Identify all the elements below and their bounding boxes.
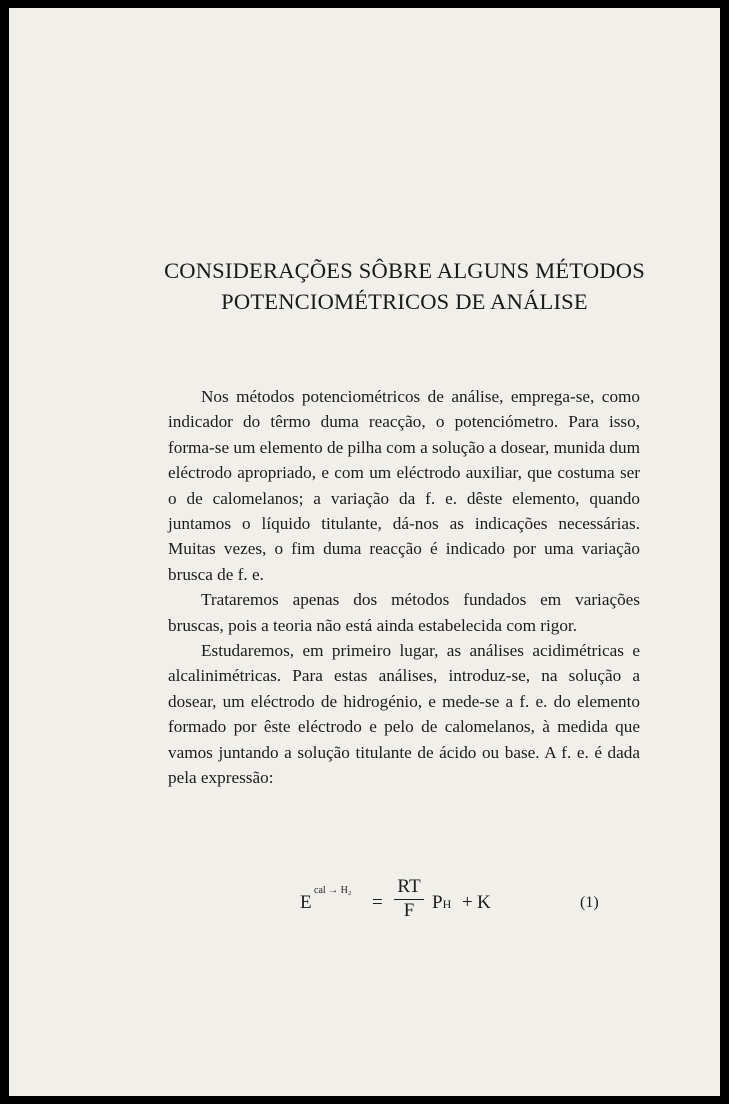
fraction-denominator: F — [403, 900, 415, 921]
equation-ph — [432, 892, 451, 914]
title-line-2: POTENCIOMÉTRICOS DE ANÁLISE — [221, 289, 588, 314]
equation-constant: K — [477, 892, 491, 913]
equation-equals: = — [372, 892, 383, 913]
equation-number: (1) — [580, 894, 599, 911]
paragraph-2: Trataremos apenas dos métodos fundados em variações bruscas, pois a teoria não está ainda estabelecida com rigor. — [168, 590, 640, 635]
title-line-1: CONSIDERAÇÕES SÔBRE ALGUNS MÉTODOS — [164, 258, 645, 283]
equation-fraction — [394, 876, 424, 922]
chapter-title — [0, 255, 729, 317]
body-text — [168, 384, 640, 791]
ph-letter: P — [432, 892, 443, 913]
paragraph-3: Estudaremos, em primeiro lugar, as análises acidimétricas e alcalinimétricas. Para estas análises, introduz-se, na solução a dosear, um eléctrodo de hidrogénio, e mede-se a f. e. do elemento formado por êste eléctrodo e pelo de calomelanos, à medida que vamos juntando a solução titulante de ácido ou base. A f. e. é dada pela expressão: — [168, 641, 640, 788]
equation-plus: + — [462, 892, 473, 913]
paragraph-1: Nos métodos potenciométricos de análise, emprega-se, como indicador do têrmo duma reacção, o potenciómetro. Para isso, forma-se um elemento de pilha com a solução a dosear, munida dum eléctrodo apropriado, e com um eléctrodo auxiliar, que costuma ser o de calomelanos; a variação da f. e. dêste elemento, quando juntamos o líquido titulante, dá-nos as indicações necessárias. Muitas vezes, o fim duma reacção é indicado por uma variação brusca de f. e. — [168, 387, 640, 584]
fraction-numerator: RT — [397, 876, 421, 897]
equation-superscript: cal → H₂ — [314, 885, 352, 896]
ph-subscript: H — [442, 897, 452, 911]
equation-lhs: E — [300, 892, 312, 913]
